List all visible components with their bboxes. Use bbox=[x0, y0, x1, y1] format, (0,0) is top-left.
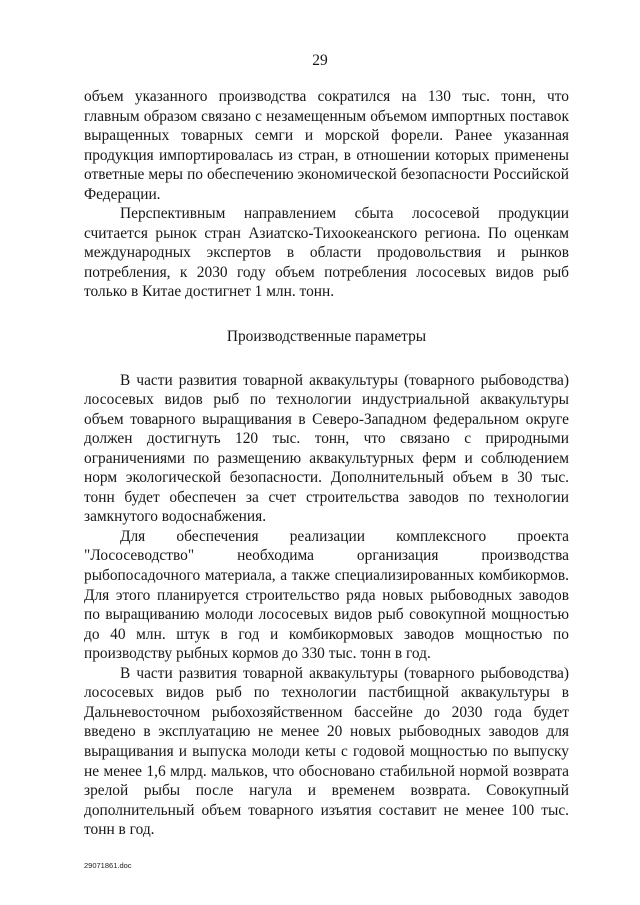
body-text bbox=[84, 87, 569, 840]
paragraph-salmon-project: Для обеспечения реализации комплексного проекта "Лососеводство" необходима организация производства рыбопосадочного материала, а также специализированных комбикормов. Для этого планируется строительство ряда новых рыбоводных заводов по выращиванию молоди лососевых видов рыб совокупной мощностью до 40 млн. штук в год и комбикормовых заводов мощностью по производству рыбных кормов до 330 тыс. тонн в год. bbox=[84, 527, 569, 663]
footer-filename: 29071861.doc bbox=[84, 861, 132, 870]
paragraph-industrial-aquaculture: В части развития товарной аквакультуры (товарного рыбоводства) лососевых видов рыб по технологии индустриальной аквакультуры объем товарного выращивания в Северо-Западном федеральном округе должен достигнуть 120 тыс. тонн, что связано с природными ограничениями по размещению аквакультурных ферм и соблюдением норм экологической безопасности. Дополнительный объем в 30 тыс. тонн будет обеспечен за счет строительства заводов по технологии замкнутого водоснабжения. bbox=[84, 371, 569, 526]
section-heading: Производственные параметры bbox=[226, 328, 427, 346]
paragraph-market: Перспективным направлением сбыта лососевой продукции считается рынок стран Азиатско-Тихоокеанского региона. По оценкам международных экспертов в области продовольствия и рынков потребления, к 2030 году объем потребления лососевых видов рыб только в Китае достигнет 1 млн. тонн. bbox=[84, 205, 569, 301]
page-number: 29 bbox=[312, 52, 328, 69]
paragraph-pasture-aquaculture: В части развития товарной аквакультуры (товарного рыбоводства) лососевых видов рыб по технологии пастбищной аквакультуры в Дальневосточном рыбохозяйственном бассейне до 2030 года будет введено в эксплуатацию не менее 20 новых рыбоводных заводов для выращивания и выпуска молоди кеты с годовой мощностью по выпуску не менее 1,6 млрд. мальков, что обосновано стабильной нормой возврата зрелой рыбы после нагула и временем возврата. Совокупный дополнительный объем товарного изъятия составит не менее 100 тыс. тонн в год. bbox=[84, 664, 569, 839]
paragraph-continuation: объем указанного производства сократился на 130 тыс. тонн, что главным образом связано с незамещенным объемом импортных поставок выращенных товарных семги и морской форели. Ранее указанная продукция импортировалась из стран, в отношении которых применены ответные меры по обеспечению экономической безопасности Российской Федерации. bbox=[84, 88, 569, 203]
